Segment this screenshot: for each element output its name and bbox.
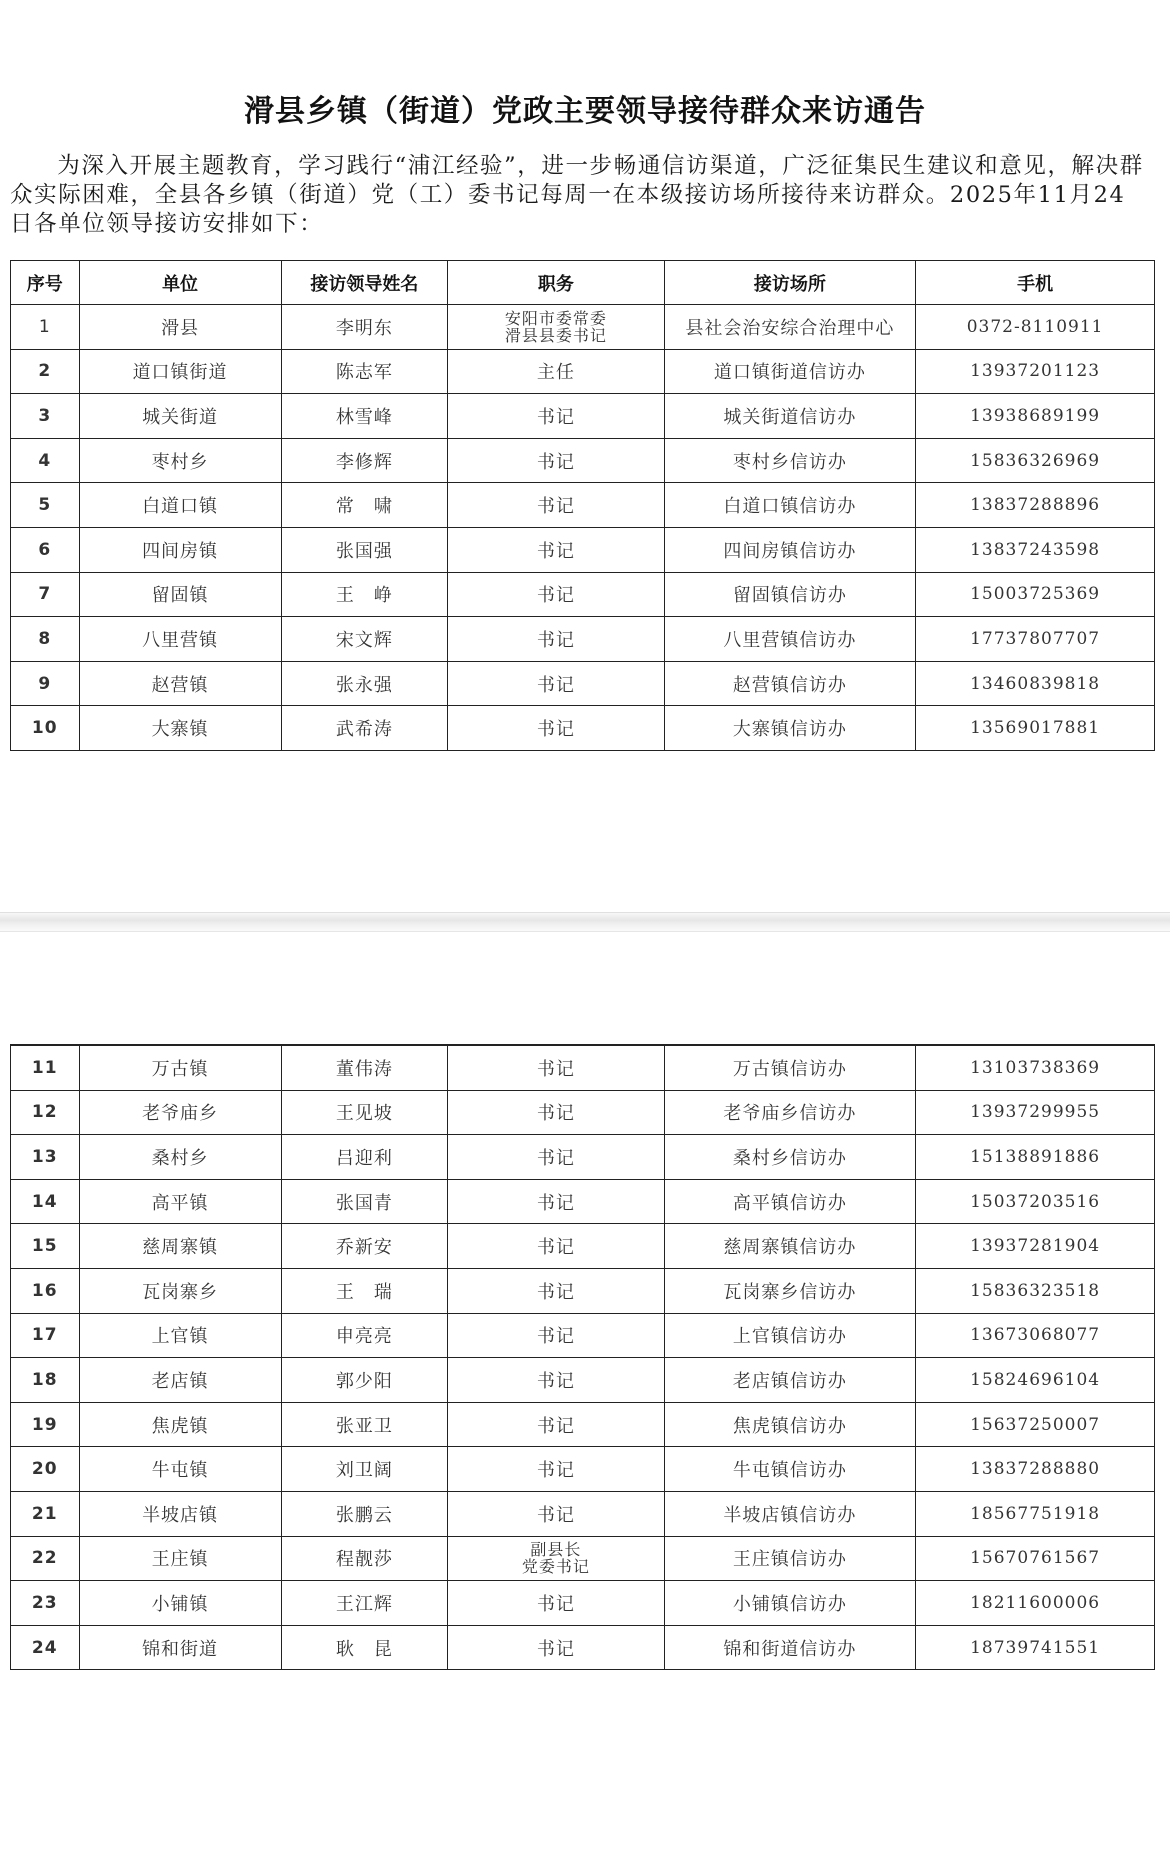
cell-seq: 17 — [11, 1313, 80, 1358]
table-row — [11, 305, 1155, 350]
cell-duty-line: 书记 — [536, 1504, 575, 1526]
cell-seq: 4 — [11, 438, 80, 483]
cell-seq: 23 — [11, 1581, 80, 1626]
cell-duty — [448, 1358, 664, 1403]
cell-seq: 10 — [11, 706, 80, 751]
cell-seq: 7 — [11, 572, 80, 617]
cell-leader-name: 张永强 — [281, 661, 448, 706]
table-row — [11, 1625, 1155, 1670]
cell-duty-line: 书记 — [536, 1237, 575, 1259]
cell-leader-name: 陈志军 — [281, 349, 448, 394]
cell-seq: 2 — [11, 349, 80, 394]
cell-duty-line: 副县长 — [530, 1540, 582, 1560]
cell-unit: 半坡店镇 — [79, 1491, 281, 1536]
cell-unit: 枣村乡 — [79, 438, 281, 483]
cell-duty — [448, 572, 664, 617]
cell-seq: 21 — [11, 1491, 80, 1536]
cell-phone: 18211600006 — [916, 1581, 1155, 1626]
cell-leader-name: 郭少阳 — [281, 1358, 448, 1403]
cell-place: 牛屯镇信访办 — [664, 1447, 916, 1492]
table-row — [11, 1045, 1155, 1090]
cell-unit: 大寨镇 — [79, 706, 281, 751]
cell-duty-line: 书记 — [536, 1460, 575, 1482]
cell-unit: 留固镇 — [79, 572, 281, 617]
schedule-table-part2 — [10, 1044, 1155, 1670]
cell-phone: 13937299955 — [916, 1090, 1155, 1135]
cell-unit: 滑县 — [79, 305, 281, 350]
cell-duty-line: 主任 — [536, 362, 575, 384]
cell-duty-line: 书记 — [536, 674, 575, 696]
cell-duty — [448, 617, 664, 662]
table-row — [11, 617, 1155, 662]
cell-unit: 王庄镇 — [79, 1536, 281, 1581]
cell-seq: 8 — [11, 617, 80, 662]
cell-place: 桑村乡信访办 — [664, 1135, 916, 1180]
cell-duty-line: 书记 — [536, 1281, 575, 1303]
cell-duty — [448, 1536, 664, 1581]
cell-duty — [448, 1179, 664, 1224]
cell-duty-line: 安阳市委常委 — [504, 308, 607, 328]
cell-leader-name: 吕迎利 — [281, 1135, 448, 1180]
table-row — [11, 527, 1155, 572]
cell-seq: 5 — [11, 483, 80, 528]
cell-place: 锦和街道信访办 — [664, 1625, 916, 1670]
cell-phone: 13460839818 — [916, 661, 1155, 706]
cell-unit: 牛屯镇 — [79, 1447, 281, 1492]
table-row — [11, 1135, 1155, 1180]
cell-duty — [448, 706, 664, 751]
cell-duty — [448, 1447, 664, 1492]
table-row — [11, 1268, 1155, 1313]
header-unit: 单位 — [79, 261, 281, 305]
cell-duty — [448, 661, 664, 706]
cell-place: 四间房镇信访办 — [664, 527, 916, 572]
table-row — [11, 1313, 1155, 1358]
header-leader-name: 接访领导姓名 — [281, 261, 448, 305]
cell-phone: 15637250007 — [916, 1402, 1155, 1447]
cell-duty — [448, 527, 664, 572]
cell-place: 小铺镇信访办 — [664, 1581, 916, 1626]
cell-leader-name: 李修辉 — [281, 438, 448, 483]
cell-duty — [448, 1491, 664, 1536]
table-row — [11, 438, 1155, 483]
cell-leader-name: 张鹏云 — [281, 1491, 448, 1536]
cell-seq: 11 — [11, 1045, 80, 1090]
cell-unit: 上官镇 — [79, 1313, 281, 1358]
cell-duty — [448, 349, 664, 394]
cell-phone: 15670761567 — [916, 1536, 1155, 1581]
table-row — [11, 1358, 1155, 1403]
table-row — [11, 1402, 1155, 1447]
cell-unit: 锦和街道 — [79, 1625, 281, 1670]
table-row — [11, 394, 1155, 439]
cell-seq: 3 — [11, 394, 80, 439]
cell-seq: 18 — [11, 1358, 80, 1403]
cell-place: 瓦岗寨乡信访办 — [664, 1268, 916, 1313]
cell-unit: 白道口镇 — [79, 483, 281, 528]
cell-leader-name: 王 峥 — [281, 572, 448, 617]
cell-phone: 13937281904 — [916, 1224, 1155, 1269]
cell-place: 王庄镇信访办 — [664, 1536, 916, 1581]
cell-place: 大寨镇信访办 — [664, 706, 916, 751]
table-row — [11, 483, 1155, 528]
cell-unit: 小铺镇 — [79, 1581, 281, 1626]
cell-place: 道口镇街道信访办 — [664, 349, 916, 394]
cell-duty — [448, 1135, 664, 1180]
header-place: 接访场所 — [664, 261, 916, 305]
cell-duty-line: 书记 — [536, 1147, 575, 1169]
cell-duty — [448, 1045, 664, 1090]
cell-seq: 13 — [11, 1135, 80, 1180]
cell-duty-line: 书记 — [536, 1058, 575, 1080]
cell-unit: 瓦岗寨乡 — [79, 1268, 281, 1313]
cell-duty — [448, 1224, 664, 1269]
cell-unit: 赵营镇 — [79, 661, 281, 706]
cell-place: 赵营镇信访办 — [664, 661, 916, 706]
cell-seq: 15 — [11, 1224, 80, 1269]
cell-duty-line: 书记 — [536, 1415, 575, 1437]
document-title: 滑县乡镇（街道）党政主要领导接待群众来访通告 — [244, 94, 926, 129]
table-row — [11, 1179, 1155, 1224]
cell-phone: 15138891886 — [916, 1135, 1155, 1180]
cell-unit: 桑村乡 — [79, 1135, 281, 1180]
cell-phone: 0372-8110911 — [916, 305, 1155, 350]
cell-duty — [448, 1313, 664, 1358]
cell-leader-name: 张国青 — [281, 1179, 448, 1224]
cell-duty-line: 书记 — [536, 719, 575, 741]
cell-place: 枣村乡信访办 — [664, 438, 916, 483]
table-row — [11, 1491, 1155, 1536]
cell-seq: 12 — [11, 1090, 80, 1135]
header-phone: 手机 — [916, 261, 1155, 305]
cell-unit: 四间房镇 — [79, 527, 281, 572]
table-row — [11, 572, 1155, 617]
cell-duty-line: 书记 — [536, 1370, 575, 1392]
cell-unit: 老店镇 — [79, 1358, 281, 1403]
cell-leader-name: 武希涛 — [281, 706, 448, 751]
cell-seq: 16 — [11, 1268, 80, 1313]
cell-seq: 14 — [11, 1179, 80, 1224]
cell-place: 老店镇信访办 — [664, 1358, 916, 1403]
cell-place: 焦虎镇信访办 — [664, 1402, 916, 1447]
cell-duty-line: 书记 — [536, 496, 575, 518]
cell-place: 万古镇信访办 — [664, 1045, 916, 1090]
intro-paragraph: 为深入开展主题教育，学习践行“浦江经验”，进一步畅通信访渠道，广泛征集民生建议和意见，解决群众实际困难，全县各乡镇（街道）党（工）委书记每周一在本级接访场所接待来访群众。2025年11月24日各单位领导接访安排如下： — [10, 153, 1144, 237]
schedule-table-part1 — [10, 260, 1155, 751]
cell-unit: 城关街道 — [79, 394, 281, 439]
cell-phone: 15037203516 — [916, 1179, 1155, 1224]
cell-duty-line: 书记 — [536, 629, 575, 651]
cell-duty-line: 书记 — [536, 585, 575, 607]
cell-duty — [448, 1268, 664, 1313]
cell-place: 留固镇信访办 — [664, 572, 916, 617]
table-row — [11, 1536, 1155, 1581]
cell-unit: 高平镇 — [79, 1179, 281, 1224]
cell-phone: 18739741551 — [916, 1625, 1155, 1670]
cell-phone: 15824696104 — [916, 1358, 1155, 1403]
cell-leader-name: 耿 昆 — [281, 1625, 448, 1670]
cell-place: 白道口镇信访办 — [664, 483, 916, 528]
cell-seq: 6 — [11, 527, 80, 572]
cell-unit: 慈周寨镇 — [79, 1224, 281, 1269]
cell-duty — [448, 1090, 664, 1135]
cell-place: 上官镇信访办 — [664, 1313, 916, 1358]
cell-phone: 17737807707 — [916, 617, 1155, 662]
cell-place: 高平镇信访办 — [664, 1179, 916, 1224]
cell-place: 老爷庙乡信访办 — [664, 1090, 916, 1135]
page-divider — [0, 912, 1170, 932]
cell-duty-line: 党委书记 — [521, 1557, 590, 1577]
cell-duty — [448, 305, 664, 350]
cell-unit: 道口镇街道 — [79, 349, 281, 394]
cell-leader-name: 张亚卫 — [281, 1402, 448, 1447]
cell-duty-line: 书记 — [536, 1103, 575, 1125]
cell-phone: 13103738369 — [916, 1045, 1155, 1090]
cell-leader-name: 王见坡 — [281, 1090, 448, 1135]
cell-leader-name: 刘卫阔 — [281, 1447, 448, 1492]
cell-leader-name: 林雪峰 — [281, 394, 448, 439]
cell-place: 县社会治安综合治理中心 — [664, 305, 916, 350]
header-seq: 序号 — [11, 261, 80, 305]
table-row — [11, 661, 1155, 706]
cell-seq: 9 — [11, 661, 80, 706]
cell-seq: 19 — [11, 1402, 80, 1447]
table-row — [11, 706, 1155, 751]
cell-duty — [448, 394, 664, 439]
cell-phone: 18567751918 — [916, 1491, 1155, 1536]
cell-unit: 万古镇 — [79, 1045, 281, 1090]
cell-leader-name: 董伟涛 — [281, 1045, 448, 1090]
cell-phone: 15836326969 — [916, 438, 1155, 483]
cell-phone: 13937201123 — [916, 349, 1155, 394]
cell-leader-name: 申亮亮 — [281, 1313, 448, 1358]
cell-leader-name: 王江辉 — [281, 1581, 448, 1626]
cell-duty-line: 书记 — [536, 1638, 575, 1660]
cell-leader-name: 宋文辉 — [281, 617, 448, 662]
cell-phone: 15003725369 — [916, 572, 1155, 617]
cell-seq: 22 — [11, 1536, 80, 1581]
table-row — [11, 1090, 1155, 1135]
cell-leader-name: 乔新安 — [281, 1224, 448, 1269]
cell-place: 半坡店镇信访办 — [664, 1491, 916, 1536]
cell-unit: 八里营镇 — [79, 617, 281, 662]
cell-place: 慈周寨镇信访办 — [664, 1224, 916, 1269]
cell-duty — [448, 1402, 664, 1447]
cell-unit: 焦虎镇 — [79, 1402, 281, 1447]
cell-leader-name: 李明东 — [281, 305, 448, 350]
cell-place: 城关街道信访办 — [664, 394, 916, 439]
cell-seq: 24 — [11, 1625, 80, 1670]
cell-duty — [448, 1625, 664, 1670]
cell-duty-line: 书记 — [536, 1326, 575, 1348]
cell-unit: 老爷庙乡 — [79, 1090, 281, 1135]
cell-phone: 13837288880 — [916, 1447, 1155, 1492]
cell-phone: 13837243598 — [916, 527, 1155, 572]
table-row — [11, 1224, 1155, 1269]
cell-duty-line: 滑县县委书记 — [504, 325, 607, 345]
cell-duty-line: 书记 — [536, 406, 575, 428]
cell-duty-line: 书记 — [536, 1593, 575, 1615]
table-row — [11, 1447, 1155, 1492]
cell-duty-line: 书记 — [536, 1192, 575, 1214]
header-duty: 职务 — [448, 261, 664, 305]
cell-phone: 13673068077 — [916, 1313, 1155, 1358]
table-header-row — [11, 261, 1155, 305]
table-row — [11, 1581, 1155, 1626]
cell-leader-name: 王 瑞 — [281, 1268, 448, 1313]
cell-leader-name: 张国强 — [281, 527, 448, 572]
cell-duty — [448, 1581, 664, 1626]
cell-duty — [448, 438, 664, 483]
cell-seq: 1 — [11, 305, 80, 350]
cell-leader-name: 程靓莎 — [281, 1536, 448, 1581]
cell-place: 八里营镇信访办 — [664, 617, 916, 662]
cell-duty — [448, 483, 664, 528]
cell-duty-line: 书记 — [536, 540, 575, 562]
cell-seq: 20 — [11, 1447, 80, 1492]
cell-duty-line: 书记 — [536, 451, 575, 473]
cell-phone: 15836323518 — [916, 1268, 1155, 1313]
cell-leader-name: 常 啸 — [281, 483, 448, 528]
cell-phone: 13938689199 — [916, 394, 1155, 439]
cell-phone: 13569017881 — [916, 706, 1155, 751]
table-row — [11, 349, 1155, 394]
cell-phone: 13837288896 — [916, 483, 1155, 528]
